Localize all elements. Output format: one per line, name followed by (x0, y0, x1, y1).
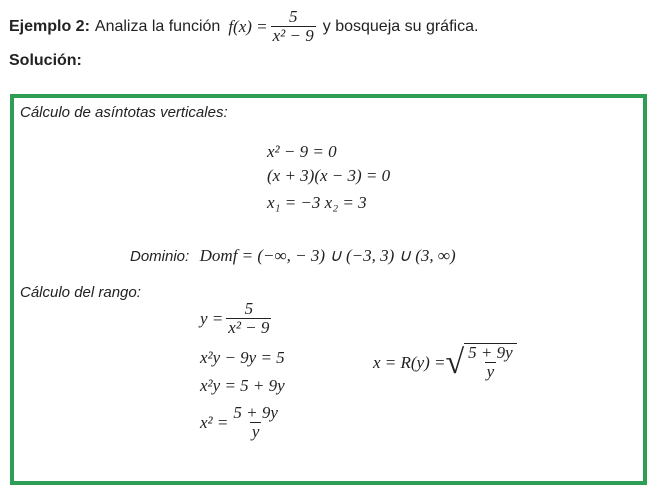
domain-label: Dominio: (130, 248, 190, 265)
function-fraction (271, 8, 316, 45)
function-denominator: x² − 9 (272, 26, 314, 45)
range-step-4-denominator: y (251, 422, 260, 441)
square-root (446, 343, 517, 383)
equation-2: (x + 3)(x − 3) = 0 (267, 166, 391, 185)
radical-sign-icon: √ (445, 344, 465, 381)
range-step-1 (200, 300, 274, 337)
example-label: Ejemplo 2: (9, 17, 90, 35)
range-step-3: x²y = 5 + 9y (200, 376, 285, 395)
range-step-1-denominator: x² − 9 (228, 318, 270, 337)
intro-text: Analiza la función (94, 17, 221, 35)
solution-label: Solución: (9, 52, 82, 69)
range-step-4-fraction (231, 404, 280, 441)
function-lhs: f(x) = (228, 16, 268, 36)
range-step-2: x²y − 9y = 5 (200, 348, 285, 367)
equation-3: x₁ = −3 x₂ = 3 (267, 193, 367, 212)
domain-line (130, 246, 456, 266)
range-title: Cálculo del rango: (20, 284, 141, 301)
inverse-function (373, 343, 517, 383)
range-step-1-lhs: y = (200, 308, 224, 328)
range-step-1-numerator: 5 (244, 299, 254, 318)
equation-1: x² − 9 = 0 (267, 142, 337, 161)
range-step-1-fraction (226, 300, 271, 337)
inverse-fraction (466, 344, 515, 383)
range-step-4 (200, 404, 283, 441)
inverse-numerator: 5 + 9y (468, 343, 513, 362)
inverse-denominator: y (486, 362, 495, 381)
outro-text: y bosqueja su gráfica. (322, 17, 479, 35)
domain-expression: Domf = (−∞, − 3) ∪ (−3, 3) ∪ (3, ∞) (199, 246, 456, 265)
function-numerator: 5 (288, 7, 298, 26)
range-step-4-numerator: 5 + 9y (233, 403, 278, 422)
radicand (464, 343, 517, 383)
range-step-4-lhs: x² = (200, 412, 229, 432)
inverse-lhs: x = R(y) = (373, 353, 446, 372)
asymptotes-title: Cálculo de asíntotas verticales: (20, 104, 228, 121)
problem-statement (9, 8, 478, 45)
